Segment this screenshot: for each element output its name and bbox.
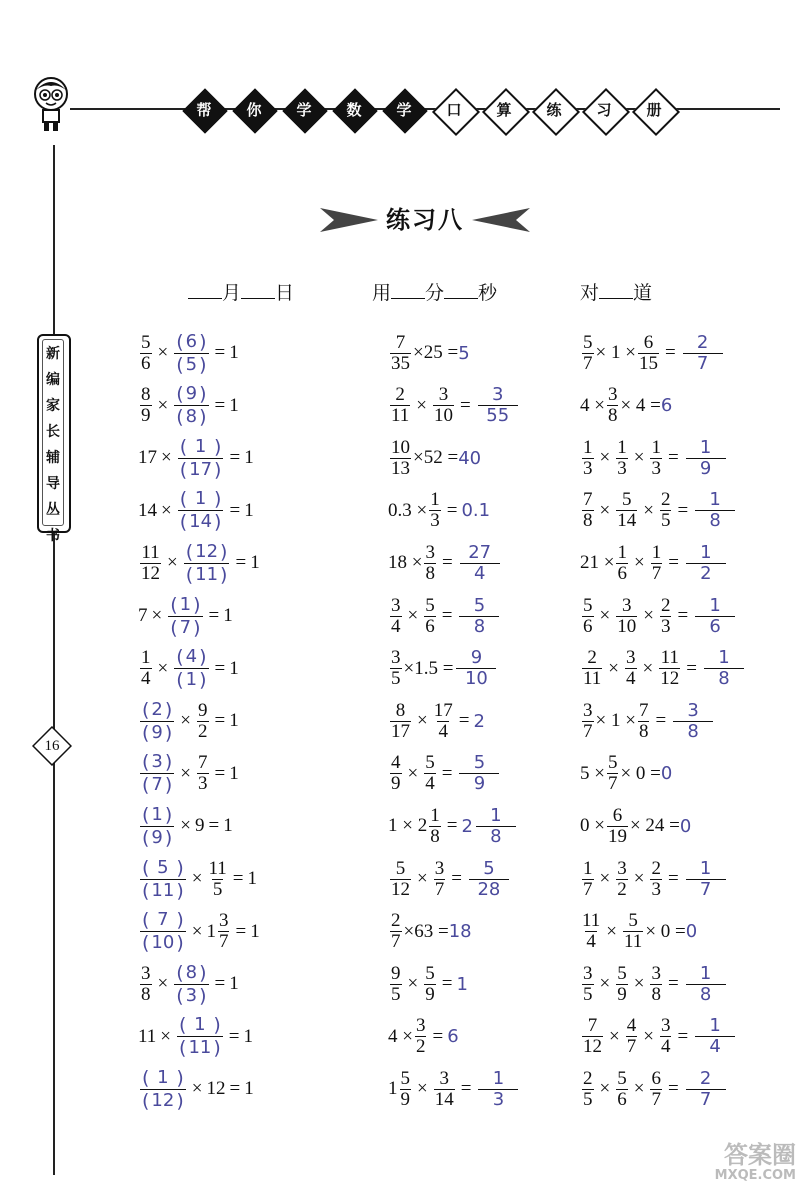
problem-row: $\frac{2}{11}$ × $\frac{3}{4}$ × $\frac{11}{12}$ = $\frac{1}{8}$ — [580, 642, 747, 696]
fraction: $\frac{5}{9}$ — [617, 962, 627, 1005]
answer-fraction: ( 3 ) ( 7 ) — [142, 751, 173, 797]
fraction: $\frac{2}{5}$ — [660, 489, 671, 532]
side-char: 编 — [46, 372, 60, 388]
problem-row: 0.3 × $\frac{1}{3}$ = 0.1 — [388, 489, 491, 532]
problem-row: $\frac{5}{12}$ × $\frac{3}{7}$ = $\frac{5}{28}$ — [388, 852, 512, 906]
problem-row: $\frac{5}{6}$ × ( 6 ) ( 5 ) = 1 — [141, 330, 239, 376]
problem-row: $\frac{5}{6}$ × $\frac{3}{10}$ × $\frac{2}{3}$ = $\frac{1}{6}$ — [580, 589, 738, 643]
side-char: 新 — [46, 346, 60, 362]
problem-row: 0 × $\frac{6}{19}$ × 24 = 0 — [580, 804, 692, 847]
answer-fraction: $\frac{1}{6}$ — [695, 596, 735, 637]
problem-row: 4 × $\frac{3}{2}$ = 6 — [388, 1015, 459, 1058]
title-diamond: 数 — [332, 88, 376, 132]
book-title-diamonds — [182, 88, 682, 132]
mascot-icon — [28, 74, 74, 134]
problem-row: $\frac{7}{12}$ × $\frac{4}{7}$ × $\frac{3}{4}$ = $\frac{1}{4}$ — [580, 1010, 738, 1064]
side-char: 长 — [46, 424, 60, 440]
watermark: 答案圈 MXQE.COM — [714, 1141, 796, 1183]
problem-row: $\frac{9}{5}$ × $\frac{5}{9}$ = 1 — [391, 962, 468, 1005]
fraction: $\frac{5}{6}$ — [141, 331, 151, 374]
second-blank[interactable] — [444, 282, 478, 299]
problem-row: $\frac{1}{3}$ × $\frac{1}{3}$ × $\frac{1}{3}$ = $\frac{1}{9}$ — [580, 431, 729, 485]
answer-fraction: $\frac{1}{9}$ — [686, 438, 726, 479]
fraction: $\frac{3}{14}$ — [434, 1067, 454, 1110]
problem-row: 7 × ( 1 ) ( 7 ) = 1 — [138, 593, 233, 639]
side-char: 家 — [46, 398, 60, 414]
day-blank[interactable] — [241, 282, 275, 299]
answer-fraction: ( 2 ) ( 9 ) — [142, 698, 173, 744]
title-diamond: 算 — [482, 88, 526, 132]
side-char: 辅 — [46, 450, 60, 466]
fraction: $\frac{8}{17}$ — [391, 699, 410, 742]
title-diamond: 册 — [632, 88, 676, 132]
fraction: $\frac{3}{10}$ — [617, 594, 637, 637]
answer-fraction: $\frac{1}{4}$ — [695, 1016, 735, 1057]
answer-fraction: $\frac{1}{8}$ — [686, 964, 726, 1005]
answer-fraction: $\frac{2}{7}$ — [683, 333, 723, 374]
fraction: $\frac{5}{7}$ — [583, 331, 593, 374]
problem-row: 11 × ( 1 ) ( 11 ) = 1 — [138, 1014, 253, 1060]
answer-fraction: ( 1 ) ( 17 ) — [179, 435, 222, 481]
fraction: $\frac{3}{4}$ — [626, 647, 636, 690]
answer-fraction: ( 1 ) ( 9 ) — [142, 803, 173, 849]
answer-fraction: ( 1 ) ( 11 ) — [179, 1014, 221, 1060]
answer-fraction: $\frac{5}{8}$ — [459, 596, 499, 637]
fraction: $\frac{3}{4}$ — [391, 594, 401, 637]
problem-row: ( 7 ) ( 10 ) × 1 $\frac{3}{7}$ = 1 — [142, 909, 260, 955]
fraction: $\frac{7}{35}$ — [391, 331, 410, 374]
side-char: 丛 — [46, 502, 60, 518]
fraction: $\frac{1}{3}$ — [583, 436, 593, 479]
fraction: $\frac{3}{7}$ — [434, 857, 445, 900]
fraction: $\frac{5}{9}$ — [400, 1067, 410, 1110]
fraction: $\frac{1}{8}$ — [430, 804, 440, 847]
title-diamond: 学 — [382, 88, 426, 132]
problem-row: ( 1 ) ( 9 ) × 9 = 1 — [142, 803, 233, 849]
fraction: $\frac{3}{7}$ — [218, 910, 229, 953]
fraction: $\frac{6}{15}$ — [638, 331, 658, 374]
fraction: $\frac{2}{3}$ — [651, 857, 661, 900]
fraction: $\frac{5}{4}$ — [425, 752, 435, 795]
fraction: $\frac{3}{10}$ — [434, 384, 454, 427]
fraction: $\frac{11}{12}$ — [141, 541, 160, 584]
fraction: $\frac{3}{7}$ — [583, 699, 593, 742]
problem-row: $\frac{3}{5}$ ×1.5 = $\frac{9}{10}$ — [388, 642, 499, 696]
answer-fraction: ( 4 ) ( 1 ) — [176, 646, 207, 692]
answer-fraction: ( 6 ) ( 5 ) — [176, 330, 207, 376]
fraction: $\frac{1}{4}$ — [141, 647, 151, 690]
problem-row: 18 × $\frac{3}{8}$ = $\frac{27}{4}$ — [388, 536, 503, 590]
fraction: $\frac{3}{8}$ — [425, 541, 435, 584]
answer-fraction: $\frac{2}{7}$ — [686, 1069, 726, 1110]
fraction: $\frac{1}{7}$ — [651, 541, 662, 584]
problem-row: $\frac{5}{7}$ × 1 × $\frac{6}{15}$ = $\frac{2}{7}$ — [580, 326, 726, 380]
answer-fraction: $\frac{1}{8}$ — [695, 490, 735, 531]
fraction: $\frac{8}{9}$ — [141, 384, 151, 427]
problem-row: $\frac{3}{5}$ × $\frac{5}{9}$ × $\frac{3}{8}$ = $\frac{1}{8}$ — [580, 957, 729, 1011]
answer-fraction: $\frac{3}{55}$ — [478, 385, 518, 426]
title-diamond: 学 — [282, 88, 326, 132]
problem-row: $\frac{10}{13}$ ×52 = 40 — [391, 436, 482, 479]
exercise-title-banner — [320, 200, 530, 240]
fraction: $\frac{2}{3}$ — [660, 594, 671, 637]
problem-row: 4 × $\frac{3}{8}$ × 4 = 6 — [580, 384, 673, 427]
fraction: $\frac{5}{12}$ — [391, 857, 410, 900]
problem-row: 14 × ( 1 ) ( 14 ) = 1 — [138, 488, 254, 534]
problem-row: ( 5 ) ( 11 ) × $\frac{11}{5}$ = 1 — [142, 856, 257, 902]
title-diamond: 你 — [232, 88, 276, 132]
fraction: $\frac{7}{8}$ — [583, 489, 593, 532]
answer-fraction: $\frac{3}{8}$ — [673, 701, 713, 742]
fraction: $\frac{3}{2}$ — [415, 1015, 426, 1058]
problem-row: $\frac{2}{11}$ × $\frac{3}{10}$ = $\frac{3}{55}$ — [388, 379, 521, 433]
title-diamond: 练 — [532, 88, 576, 132]
fraction: $\frac{10}{13}$ — [391, 436, 410, 479]
fraction: $\frac{3}{5}$ — [391, 647, 401, 690]
fraction: $\frac{11}{12}$ — [660, 647, 680, 690]
fraction: $\frac{2}{11}$ — [391, 384, 410, 427]
time-field: 用 分 秒 — [372, 282, 498, 304]
fraction: $\frac{7}{3}$ — [198, 752, 208, 795]
side-char: 导 — [46, 476, 60, 492]
problem-row: $\frac{2}{5}$ × $\frac{5}{6}$ × $\frac{6}{7}$ = $\frac{2}{7}$ — [580, 1062, 729, 1116]
fraction: $\frac{3}{8}$ — [651, 962, 661, 1005]
fraction: $\frac{5}{7}$ — [607, 752, 618, 795]
fraction: $\frac{4}{9}$ — [391, 752, 401, 795]
problem-row: 1 $\frac{5}{9}$ × $\frac{3}{14}$ = $\frac{1}{3}$ — [388, 1062, 521, 1116]
answer-fraction: $\frac{1}{8}$ — [704, 648, 744, 689]
minute-blank[interactable] — [391, 282, 425, 299]
fraction: $\frac{3}{8}$ — [141, 962, 151, 1005]
fraction: $\frac{1}{6}$ — [617, 541, 627, 584]
problem-row: 21 × $\frac{1}{6}$ × $\frac{1}{7}$ = $\frac{1}{2}$ — [580, 536, 729, 590]
page-number-badge — [32, 726, 72, 766]
answer-fraction: $\frac{1}{2}$ — [686, 543, 726, 584]
fraction: $\frac{6}{7}$ — [651, 1067, 661, 1110]
problem-row: ( 2 ) ( 9 ) × $\frac{9}{2}$ = 1 — [142, 698, 239, 744]
fraction: $\frac{3}{4}$ — [660, 1015, 671, 1058]
problem-row: $\frac{2}{7}$ ×63 = 18 — [391, 910, 472, 953]
problem-row: $\frac{3}{7}$ × 1 × $\frac{7}{8}$ = $\frac{3}{8}$ — [580, 694, 716, 748]
answer-fraction: ( 1 ) ( 14 ) — [179, 488, 222, 534]
answer-fraction: 1 8 — [476, 806, 516, 847]
fraction: $\frac{17}{4}$ — [433, 699, 453, 742]
problem-row: $\frac{8}{17}$ × $\frac{17}{4}$ = 2 — [391, 699, 485, 742]
problem-row: ( 3 ) ( 7 ) × $\frac{7}{3}$ = 1 — [142, 751, 239, 797]
fraction: $\frac{1}{3}$ — [430, 489, 440, 532]
fraction: $\frac{4}{7}$ — [626, 1015, 637, 1058]
answer-fraction: ( 5 ) ( 11 ) — [142, 856, 184, 902]
fraction: $\frac{6}{19}$ — [607, 804, 627, 847]
answer-fraction: $\frac{27}{4}$ — [460, 543, 500, 584]
fraction: $\frac{1}{3}$ — [617, 436, 627, 479]
problem-row: $\frac{3}{4}$ × $\frac{5}{6}$ = $\frac{5}{8}$ — [388, 589, 502, 643]
problem-row: $\frac{3}{8}$ × ( 8 ) ( 3 ) = 1 — [141, 961, 239, 1007]
answer-fraction: $\frac{1}{3}$ — [478, 1069, 518, 1110]
problem-row: $\frac{1}{7}$ × $\frac{3}{2}$ × $\frac{2}{3}$ = $\frac{1}{7}$ — [580, 852, 729, 906]
fraction: $\frac{3}{5}$ — [583, 962, 593, 1005]
problem-row: 5 × $\frac{5}{7}$ × 0 = 0 — [580, 752, 673, 795]
month-blank[interactable] — [188, 282, 222, 299]
fraction: $\frac{11}{5}$ — [208, 857, 227, 900]
correct-blank[interactable] — [599, 282, 633, 299]
fraction: $\frac{5}{6}$ — [617, 1067, 627, 1110]
title-diamond: 帮 — [182, 88, 226, 132]
problem-row: 17 × ( 1 ) ( 17 ) = 1 — [138, 435, 254, 481]
title-diamond: 口 — [432, 88, 476, 132]
series-label — [37, 334, 71, 544]
problem-row: $\frac{8}{9}$ × ( 9 ) ( 8 ) = 1 — [141, 383, 239, 429]
answer-fraction: ( 1 ) ( 7 ) — [170, 593, 201, 639]
fraction: $\frac{5}{11}$ — [624, 910, 643, 953]
problem-row: ( 1 ) ( 12 ) × 12 = 1 — [142, 1066, 254, 1112]
problem-row: $\frac{4}{9}$ × $\frac{5}{4}$ = $\frac{5}{9}$ — [388, 747, 502, 801]
problem-row: $\frac{11}{12}$ × ( 12 ) ( 11 ) = 1 — [141, 540, 260, 586]
problem-row: $\frac{1}{4}$ × ( 4 ) ( 1 ) = 1 — [141, 646, 239, 692]
fraction: $\frac{2}{11}$ — [583, 647, 602, 690]
answer-fraction: ( 1 ) ( 12 ) — [142, 1066, 184, 1112]
fraction: $\frac{7}{8}$ — [638, 699, 649, 742]
fraction: $\frac{3}{8}$ — [607, 384, 618, 427]
fraction: $\frac{2}{5}$ — [583, 1067, 593, 1110]
fraction: $\frac{5}{6}$ — [425, 594, 435, 637]
problem-row: $\frac{7}{8}$ × $\frac{5}{14}$ × $\frac{2}{5}$ = $\frac{1}{8}$ — [580, 484, 738, 538]
fraction: $\frac{7}{12}$ — [583, 1015, 602, 1058]
fraction: $\frac{5}{9}$ — [425, 962, 435, 1005]
problem-row: $\frac{11}{4}$ × $\frac{5}{11}$ × 0 = 0 — [582, 910, 698, 953]
score-field: 对 道 — [580, 282, 653, 304]
answer-fraction: ( 7 ) ( 10 ) — [142, 909, 184, 955]
answer-fraction: ( 12 ) ( 11 ) — [185, 540, 228, 586]
problem-row: 1 × 2 $\frac{1}{8}$ = 2 1 8 — [388, 799, 519, 853]
fraction: $\frac{2}{7}$ — [391, 910, 401, 953]
answer-fraction: $\frac{9}{10}$ — [456, 648, 496, 689]
fraction: $\frac{5}{14}$ — [617, 489, 637, 532]
answer-fraction: ( 8 ) ( 3 ) — [176, 961, 207, 1007]
date-field: 月 日 — [188, 278, 294, 305]
page-number: 16 — [44, 738, 60, 754]
page-title: 练习八 — [386, 206, 464, 234]
fraction: $\frac{9}{2}$ — [198, 699, 208, 742]
problem-row: $\frac{7}{35}$ ×25 = 5 — [391, 331, 470, 374]
fraction: $\frac{3}{2}$ — [617, 857, 627, 900]
title-diamond: 习 — [582, 88, 626, 132]
fraction: $\frac{11}{4}$ — [582, 910, 601, 953]
margin-rule — [53, 145, 55, 1175]
answer-fraction: $\frac{1}{7}$ — [686, 859, 726, 900]
answer-fraction: ( 9 ) ( 8 ) — [176, 383, 207, 429]
fraction: $\frac{5}{6}$ — [583, 594, 593, 637]
fraction: $\frac{1}{3}$ — [651, 436, 661, 479]
fraction: $\frac{9}{5}$ — [391, 962, 401, 1005]
fraction: $\frac{1}{7}$ — [583, 857, 593, 900]
answer-fraction: $\frac{5}{28}$ — [469, 859, 509, 900]
answer-fraction: $\frac{5}{9}$ — [459, 753, 499, 794]
side-char: 书 — [46, 528, 60, 544]
